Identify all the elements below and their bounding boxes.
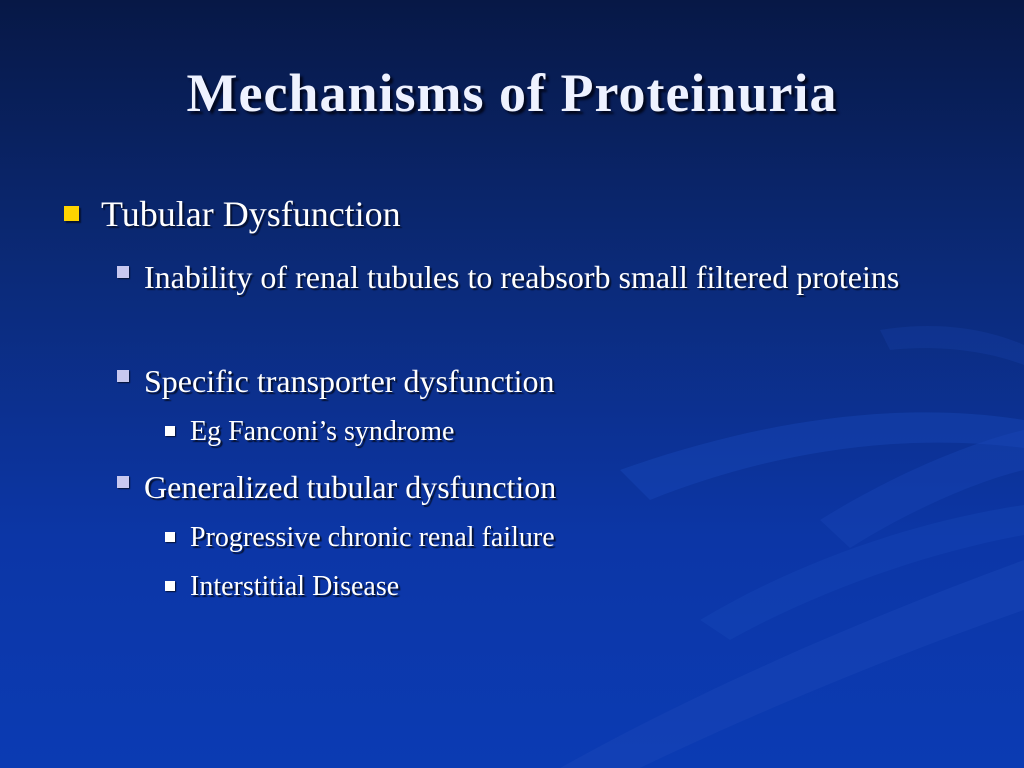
slide-title: Mechanisms of Proteinuria	[186, 63, 838, 123]
bullet-square-icon	[165, 426, 175, 436]
bullet-square-icon	[117, 370, 129, 382]
bullet-level3	[165, 569, 399, 605]
bullet-text: Interstitial Disease	[190, 571, 400, 602]
bullet-level2	[117, 253, 937, 301]
bullet-square-icon	[165, 581, 175, 591]
bullet-level2	[117, 463, 937, 511]
bullet-text: Generalized tubular dysfunction	[144, 469, 557, 505]
bullet-level2	[117, 357, 937, 405]
bullet-text: Tubular Dysfunction	[101, 194, 401, 234]
bullet-square-icon	[117, 266, 129, 278]
bullet-level3	[165, 520, 555, 556]
bullet-text: Progressive chronic renal failure	[190, 522, 555, 553]
bullet-square-icon	[64, 206, 79, 221]
bullet-square-icon	[165, 532, 175, 542]
bullet-level3	[165, 414, 454, 450]
bullet-level1	[64, 192, 401, 236]
bullet-text: Eg Fanconi’s syndrome	[190, 416, 455, 447]
bullet-text: Specific transporter dysfunction	[144, 363, 555, 399]
bullet-text: Inability of renal tubules to reabsorb small filtered proteins	[144, 259, 900, 295]
bullet-square-icon	[117, 476, 129, 488]
